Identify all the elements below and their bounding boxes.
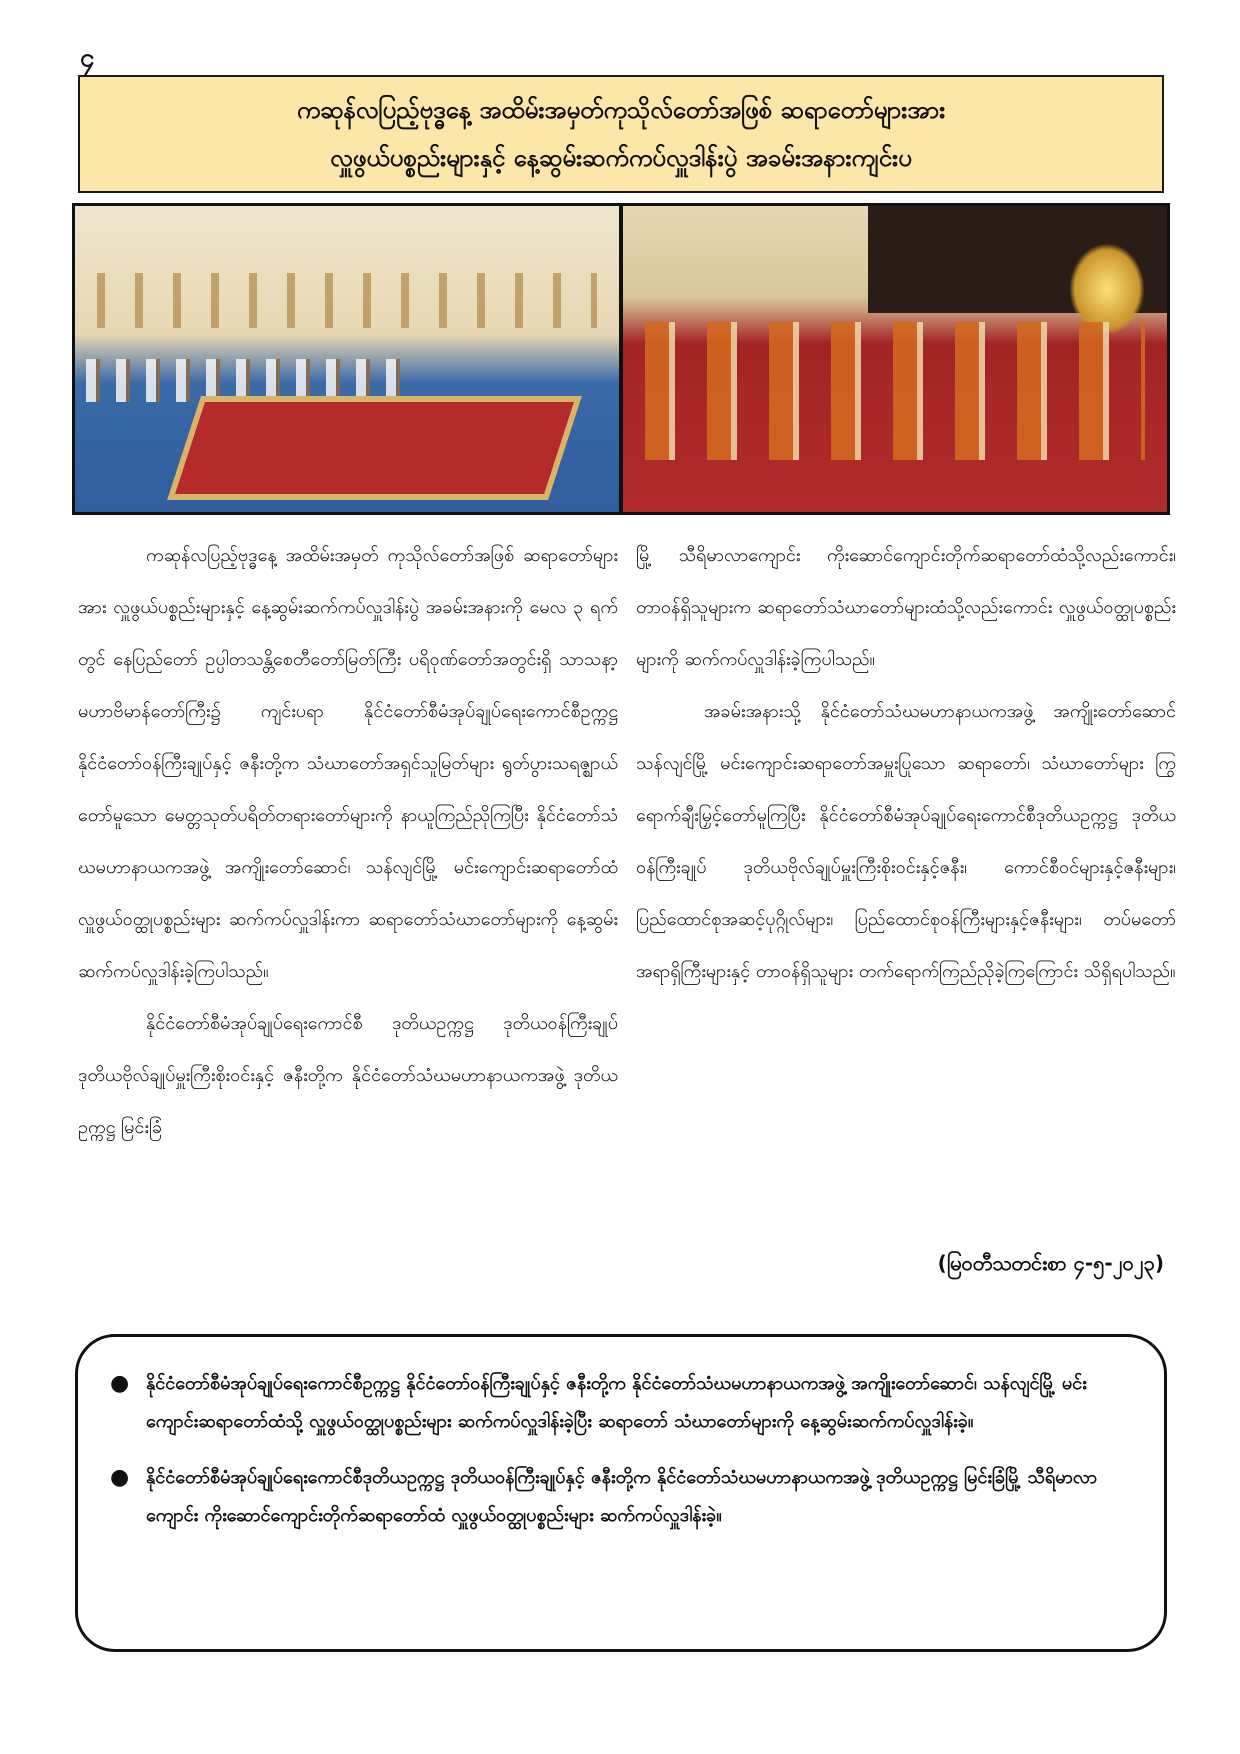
article-paragraph: အခမ်းအနားသို့ နိုင်ငံတော်သံဃမဟာနာယကအဖွဲ့ အကျိုးတော်ဆောင် သန်လျင်မြို့ မင်းကျောင်းဆရာတော်အမှူးပြုသော ဆရာတော်၊ သံဃာတော်များ ကြွရောက်ချီးမြှင့်တော်မူကြပြီး နိုင်ငံတော်စီမံအုပ်ချုပ်ရေးကောင်စီဒုတိယဥက္ကဋ္ဌ ဒုတိယဝန်ကြီးချုပ် ဒုတိယဗိုလ်ချုပ်မှူးကြီးစိုးဝင်းနှင့်ဇနီး၊ ကောင်စီဝင်များနှင့်ဇနီးများ၊ ပြည်ထောင်စုအဆင့်ပုဂ္ဂိုလ်များ၊ ပြည်ထောင်စုဝန်ကြီးများနှင့်ဇနီးများ၊ တပ်မတော်အရာရှိကြီးများနှင့် တာဝန်ရှိသူများ တက်ရောက်ကြည်ညိုခဲ့ကြကြောင်း သိရှိရပါသည်။: [636, 701, 1176, 982]
bullet-icon: ●: [110, 1371, 130, 1396]
photo-hall-monks: [623, 206, 1167, 512]
photo-strip: [72, 203, 1170, 515]
golden-shrine: [1069, 243, 1145, 335]
article-paragraph: နိုင်ငံတော်စီမံအုပ်ချုပ်ရေးကောင်စီ ဒုတိယဥက္ကဋ္ဌ ဒုတိယဝန်ကြီးချုပ် ဒုတိယဗိုလ်ချုပ်မှူးကြီးစိုးဝင်းနှင့် ဇနီးတို့က နိုင်ငံတော်သံဃမဟာနာယကအဖွဲ့ ဒုတိယဥက္ကဋ္ဌ မြင်းခြံ: [78, 1013, 618, 1138]
photo-hall-laypeople: [75, 206, 619, 512]
news-source: (မြဝတီသတင်းစာ ၄-၅-၂၀၂၃): [937, 1251, 1164, 1275]
page-number: ၄: [80, 43, 95, 73]
bullet-icon: ●: [110, 1465, 130, 1490]
summary-text: နိုင်ငံတော်စီမံအုပ်ချုပ်ရေးကောင်စီဥက္ကဋ္ဌ နိုင်ငံတော်ဝန်ကြီးချုပ်နှင့် ဇနီးတို့က နိုင်ငံတော်သံဃမဟာနာယကအဖွဲ့ အကျိုးတော်ဆောင်၊ သန်လျင်မြို့ မင်းကျောင်းဆရာတော်ထံသို့ လှူဖွယ်ဝတ္ထုပစ္စည်းများ ဆက်ကပ်လှူဒါန်းခဲ့ပြီး ဆရာတော် သံဃာတော်များကို နေ့ဆွမ်းဆက်ကပ်လှူဒါန်းခဲ့။: [146, 1373, 1087, 1432]
article-column-right: [636, 530, 1176, 998]
summary-list: [102, 1365, 1132, 1535]
article-column-left: [78, 530, 618, 1154]
seated-monks: [645, 322, 1146, 460]
hall-windows: [97, 273, 598, 328]
article-paragraph: ကဆုန်လပြည့်ဗုဒ္ဓနေ့ အထိမ်းအမှတ် ကုသိုလ်တော်အဖြစ် ဆရာတော်များအား လှူဖွယ်ပစ္စည်းများနှင့် နေ့ဆွမ်းဆက်ကပ်လှူဒါန်းပွဲ အခမ်းအနားကို မေလ ၃ ရက်တွင် နေပြည်တော် ဥပ္ပါတသန္တိစေတီတော်မြတ်ကြီး ပရိဝုဏ်တော်အတွင်းရှိ သာသနာ့မဟာဗိမာန်တော်ကြီး၌ ကျင်းပရာ နိုင်ငံတော်စီမံအုပ်ချုပ်ရေးကောင်စီဥက္ကဋ္ဌ နိုင်ငံတော်ဝန်ကြီးချုပ်နှင့် ဇနီးတို့က သံဃာတော်အရှင်သူမြတ်များ ရွတ်ပွားသရဇ္ဈာယ်တော်မူသော မေတ္တသုတ်ပရိတ်တရားတော်များကို နာယူကြည်ညိုကြပြီး နိုင်ငံတော်သံဃမဟာနာယကအဖွဲ့ အကျိုးတော်ဆောင်၊ သန်လျင်မြို့ မင်းကျောင်းဆရာတော်ထံ လှူဖွယ်ဝတ္ထုပစ္စည်းများ ဆက်ကပ်လှူဒါန်းကာ ဆရာတော်သံဃာတော်များကို နေ့ဆွမ်းဆက်ကပ်လှူဒါန်းခဲ့ကြပါသည်။: [78, 545, 618, 982]
summary-item: [102, 1459, 1132, 1535]
summary-box: [75, 1334, 1167, 1652]
article-paragraph: မြို့ သီရိမာလာကျောင်း ကိုးဆောင်ကျောင်းတိုက်ဆရာတော်ထံသို့လည်းကောင်း၊ တာဝန်ရှိသူများက ဆရာတော်သံဃာတော်များထံသို့လည်းကောင်း လှူဖွယ်ဝတ္ထုပစ္စည်းများကို ဆက်ကပ်လှူဒါန်းခဲ့ကြပါသည်။: [636, 545, 1176, 670]
red-carpet: [167, 396, 582, 500]
headline-box: [78, 75, 1164, 193]
summary-text: နိုင်ငံတော်စီမံအုပ်ချုပ်ရေးကောင်စီဒုတိယဥက္ကဋ္ဌ ဒုတိယဝန်ကြီးချုပ်နှင့် ဇနီးတို့က နိုင်ငံတော်သံဃမဟာနာယကအဖွဲ့ ဒုတိယဥက္ကဋ္ဌ မြင်းခြံမြို့ သီရိမာလာကျောင်း ကိုးဆောင်ကျောင်းတိုက်ဆရာတော်ထံ လှူဖွယ်ဝတ္ထုပစ္စည်းများ ဆက်ကပ်လှူဒါန်းခဲ့။: [146, 1467, 1098, 1526]
headline-line-1: ကဆုန်လပြည့်ဗုဒ္ဓနေ့ အထိမ်းအမှတ်ကုသိုလ်တော်အဖြစ် ဆရာတော်များအား: [296, 96, 946, 124]
summary-item: [102, 1365, 1132, 1441]
headline-line-2: လှူဖွယ်ပစ္စည်းများနှင့် နေ့ဆွမ်းဆက်ကပ်လှူဒါန်းပွဲ အခမ်းအနားကျင်းပ: [330, 144, 912, 172]
